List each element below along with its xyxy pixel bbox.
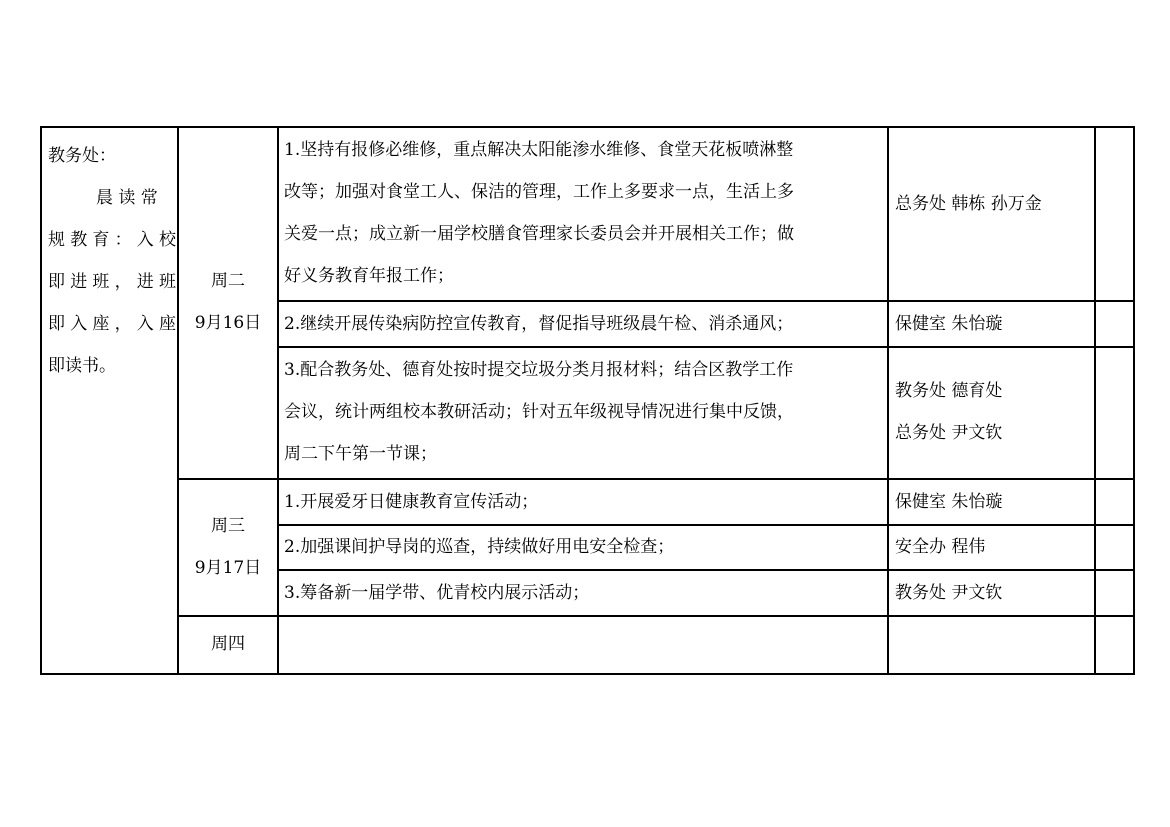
divider-task-col <box>887 126 889 675</box>
task-responsible <box>895 183 1090 225</box>
row-divider-6 <box>177 615 1135 617</box>
responsible-line: 教务处 德育处 <box>895 381 1003 401</box>
row-divider-1 <box>277 300 1135 302</box>
left-column-line: 晨 读 常 <box>96 188 158 208</box>
task-responsible <box>895 370 1090 454</box>
task-line: 改等；加强对食堂工人、保洁的管理，工作上多要求一点，生活上多 <box>284 182 794 202</box>
day-date: 9月16日 <box>194 313 262 333</box>
day-name: 周四 <box>211 634 245 654</box>
responsible-line: 教务处 尹文钦 <box>895 583 1003 603</box>
left-column-title: 教务处： <box>48 146 116 166</box>
table-border-right <box>1133 126 1135 675</box>
divider-left-col <box>177 126 179 675</box>
day-wednesday <box>180 505 276 589</box>
responsible-line: 总务处 韩栋 孙万金 <box>895 194 1042 214</box>
table-border-top <box>40 126 1135 128</box>
task-line: 2.加强课间护导岗的巡查，持续做好用电安全检查； <box>284 537 675 557</box>
task-responsible <box>895 572 1090 614</box>
task-item <box>284 572 884 614</box>
task-item <box>284 481 884 523</box>
task-responsible <box>895 303 1090 345</box>
task-line: 3.配合教务处、德育处按时提交垃圾分类月报材料；结合区教学工作 <box>284 360 794 380</box>
table-border-bottom <box>40 673 1135 675</box>
table-border-left <box>40 126 42 675</box>
day-name: 周二 <box>211 271 245 291</box>
divider-day-col <box>277 126 279 675</box>
task-line: 3.筹备新一届学带、优青校内展示活动； <box>284 583 590 603</box>
task-responsible <box>895 481 1090 523</box>
task-line: 好义务教育年报工作； <box>284 266 454 286</box>
left-column-line: 即进班，进班 <box>48 272 176 292</box>
task-line: 周二下午第一节课； <box>284 444 437 464</box>
row-divider-5 <box>277 569 1135 571</box>
row-divider-3 <box>177 478 1135 480</box>
task-line: 会议，统计两组校本教研活动；针对五年级视导情况进行集中反馈， <box>284 402 794 422</box>
task-item <box>284 526 884 568</box>
day-date: 9月17日 <box>194 558 262 578</box>
responsible-line: 安全办 程伟 <box>895 537 986 557</box>
responsible-line: 保健室 朱怡璇 <box>895 314 1003 334</box>
task-line: 1.坚持有报修必维修，重点解决太阳能渗水维修、食堂天花板喷淋整 <box>284 140 794 160</box>
left-column-note <box>48 135 176 387</box>
responsible-line: 保健室 朱怡璇 <box>895 492 1003 512</box>
task-item <box>284 303 884 345</box>
task-line: 2.继续开展传染病防控宣传教育，督促指导班级晨午检、消杀通风； <box>284 314 794 334</box>
left-column-line: 规教育：入校 <box>48 230 176 250</box>
task-item <box>284 129 884 297</box>
day-thursday <box>180 623 276 665</box>
left-column-line: 即读书。 <box>48 356 116 376</box>
task-line: 关爱一点；成立新一届学校膳食管理家长委员会并开展相关工作；做 <box>284 224 794 244</box>
left-column-line: 即入座，入座 <box>48 314 176 334</box>
task-item <box>284 349 884 475</box>
responsible-line: 总务处 尹文钦 <box>895 423 1003 443</box>
day-name: 周三 <box>211 516 245 536</box>
divider-extra-col <box>1094 126 1096 675</box>
day-tuesday <box>180 260 276 344</box>
task-line: 1.开展爱牙日健康教育宣传活动； <box>284 492 539 512</box>
task-responsible <box>895 526 1090 568</box>
row-divider-2 <box>277 346 1135 348</box>
